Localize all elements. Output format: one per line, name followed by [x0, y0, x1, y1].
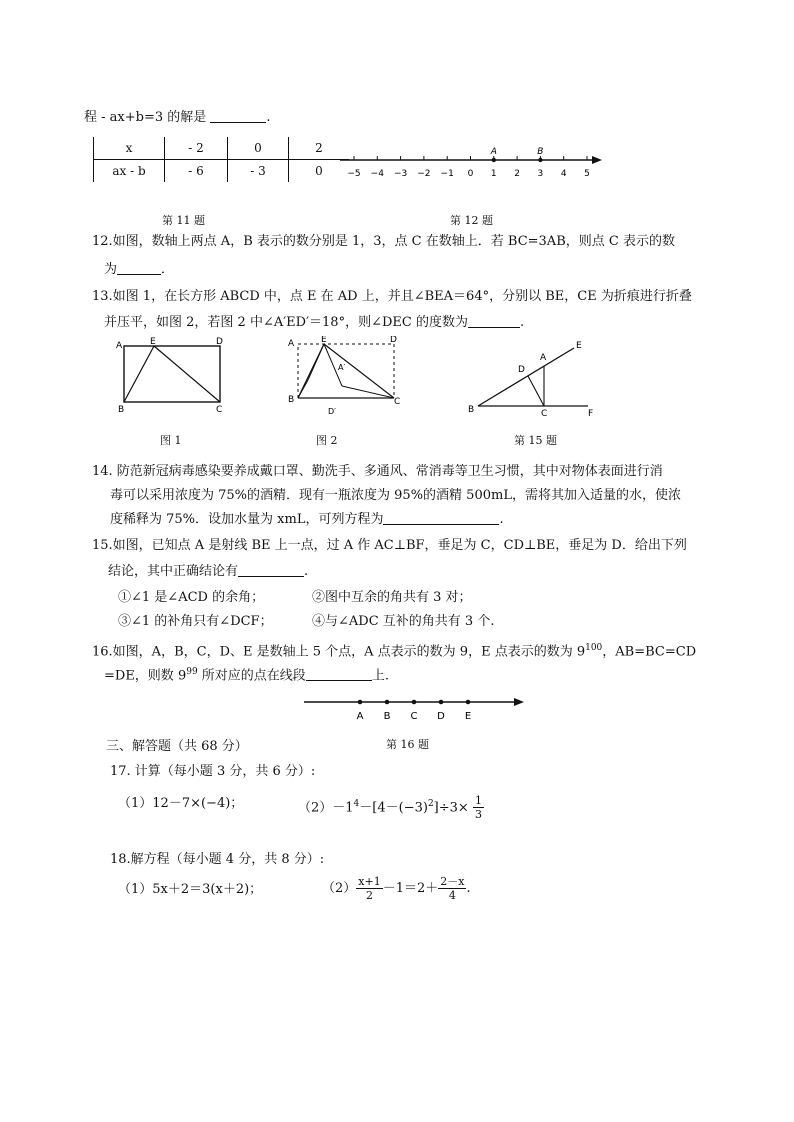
- fig2-folded-rectangle-diagram: [284, 336, 404, 420]
- fig15-caption: 第 15 题: [514, 434, 557, 447]
- q14-suffix: .: [499, 512, 504, 527]
- number-line-tick-label: 1: [490, 169, 497, 179]
- q14-answer-blank: [383, 510, 499, 525]
- q15-prefix: 结论，其中正确结论有: [108, 564, 239, 579]
- number-line-point: [538, 158, 542, 162]
- q15-option-4: ④与∠ADC 互补的角共有 3 个.: [312, 614, 495, 629]
- number-line-point: [358, 700, 363, 705]
- q11-answer-blank: [210, 108, 266, 123]
- q15-line1: 15.如图，已知点 A 是射线 BE 上一点，过 A 作 AC⊥BF，垂足为 C，CD⊥BE，垂足为 D．给出下列: [92, 538, 687, 553]
- q14-line3: [110, 510, 504, 530]
- q17-fraction: [473, 794, 484, 821]
- number-line-point-label: B: [383, 711, 391, 722]
- fig1-rectangle-diagram: [112, 336, 232, 416]
- table-cell: x: [94, 137, 165, 160]
- table-cell: - 3: [228, 160, 289, 183]
- q16-line1-tail: ，AB=BC=CD: [602, 644, 697, 660]
- table-cell: 2: [289, 137, 350, 160]
- fig1-caption: 图 1: [160, 434, 182, 447]
- table-cell: 0: [315, 164, 323, 178]
- table-cell: ax - b: [94, 160, 165, 183]
- fig15-label-e: E: [576, 341, 582, 351]
- number-line-point-label: A: [490, 147, 497, 157]
- table-row: [94, 160, 349, 183]
- number-line-tick-label: −2: [417, 169, 431, 179]
- fig15-label-f: F: [588, 409, 594, 419]
- number-line-point: [439, 700, 444, 705]
- fig2-label-e: E: [321, 336, 327, 345]
- q17-part2: [298, 790, 484, 822]
- fig2-caption: 图 2: [316, 434, 338, 447]
- q16-exponent-99: 99: [186, 667, 198, 677]
- q15-option-2: ②图中互余的角共有 3 对；: [312, 590, 472, 605]
- q12-suffix: ．: [161, 262, 175, 277]
- table-cell: - 6: [165, 160, 228, 183]
- fig1-label-e: E: [150, 337, 156, 347]
- number-line-tick-label: 0: [467, 169, 474, 179]
- number-line-tick-label: 5: [584, 169, 590, 179]
- q16-line1-text: 16.如图，A，B，C，D、E 是数轴上 5 个点，A 点表示的数为 9，E 点表示的数为 9: [92, 644, 586, 660]
- q12-prefix: 为: [104, 262, 118, 277]
- q18-fraction-1-den: 2: [365, 889, 373, 902]
- q15-answer-blank: [238, 562, 304, 577]
- q14-prefix: 度稀释为 75%．设加水量为 xmL，可列方程为: [110, 512, 384, 527]
- q17-fraction-den: 3: [474, 808, 482, 822]
- q15-option-3: ③∠1 的补角只有∠DCF；: [118, 614, 273, 629]
- number-line-point-label: C: [410, 711, 418, 722]
- fig2-label-d: D: [390, 336, 397, 345]
- number-line-tick-label: 4: [560, 169, 567, 179]
- q18-fraction-1-num: x+1: [358, 875, 381, 888]
- q18-part2-a: （2）: [322, 881, 357, 896]
- number-line-point: [466, 700, 471, 705]
- q17-exponent-2: 2: [427, 799, 434, 809]
- number-line-point: [385, 700, 390, 705]
- q12-line1: 12.如图，数轴上两点 A，B 表示的数分别是 1，3，点 C 在数轴上．若 BC=3AB，则点 C 表示的数: [92, 234, 675, 249]
- table-row: [94, 137, 349, 160]
- fig2-label-a: A: [288, 339, 295, 349]
- fig1-label-b: B: [118, 405, 125, 415]
- q17-part1: （1）12－7×(−4)；: [118, 796, 244, 811]
- q16-caption: 第 16 题: [386, 738, 429, 751]
- fig1-label-a: A: [116, 341, 123, 351]
- q11-table: [94, 137, 349, 182]
- number-line-tick-label: 3: [537, 169, 544, 179]
- fig2-label-a-prime: A′: [338, 363, 346, 372]
- q18-fraction-2-num: 2－x: [440, 875, 465, 888]
- q16-line2-mid: 所对应的点在线段: [197, 668, 306, 684]
- q16-answer-blank: [306, 666, 372, 681]
- table-cell: 0: [228, 137, 289, 160]
- q13-line1: 13.如图 1，在长方形 ABCD 中，点 E 在 AD 上，并且∠BEA＝64°，分别以 BE，CE 为折痕进行折叠: [92, 289, 692, 304]
- q11-period: .: [266, 110, 271, 125]
- q12-answer-blank: [117, 260, 161, 275]
- number-line-point-label: A: [356, 711, 364, 722]
- fig15-label-a: A: [540, 353, 547, 363]
- number-line-tick-label: −3: [393, 169, 408, 179]
- fig15-label-d: D: [518, 365, 525, 375]
- number-line-point-label: D: [437, 711, 445, 722]
- q18-fraction-1: [356, 875, 382, 902]
- q12-line2: [104, 260, 174, 280]
- q16-line1: [92, 638, 696, 662]
- q16-line2: [104, 662, 389, 686]
- q16-line2-text: =DE，则数 9: [104, 668, 187, 684]
- q11-caption: 第 11 题: [162, 214, 205, 227]
- fig15-ray-diagram: [464, 336, 604, 420]
- fig1-label-c: C: [216, 405, 223, 415]
- fig2-label-b: B: [288, 395, 295, 405]
- number-line-point: [492, 158, 496, 162]
- q18-part2-b: －1＝2＋: [382, 881, 439, 896]
- fig1-label-d: D: [216, 337, 223, 347]
- q17-title: 17. 计算（每小题 3 分，共 6 分）:: [110, 764, 316, 779]
- q11-tail-text: 程 - ax+b=3 的解是: [84, 110, 207, 125]
- q12-caption: 第 12 题: [450, 214, 493, 227]
- q12-number-line: [336, 140, 608, 190]
- fig15-label-c: C: [541, 409, 548, 419]
- number-line-tick-label: 2: [514, 169, 520, 179]
- q14-line1: 14. 防范新冠病毒感染要养成戴口罩、勤洗手、多通风、常消毒等卫生习惯，其中对物体表面进行消: [92, 464, 663, 479]
- q18-part2: [322, 874, 471, 904]
- fig15-label-b: B: [468, 405, 475, 415]
- q18-title: 18.解方程（每小题 4 分，共 8 分）:: [110, 852, 325, 867]
- q13-answer-blank: [468, 313, 520, 328]
- fig2-label-d-prime: D′: [328, 407, 336, 416]
- number-line-tick-label: −1: [440, 169, 454, 179]
- number-line-point: [412, 700, 417, 705]
- number-line-point-label: B: [537, 147, 544, 157]
- q13-prefix: 并压平，如图 2，若图 2 中∠A′ED′＝18°，则∠DEC 的度数为: [104, 315, 468, 330]
- q13-line2: [104, 313, 524, 333]
- q15-suffix: .: [304, 564, 309, 579]
- fig2-label-c: C: [394, 397, 401, 407]
- q14-line2: 毒可以采用浓度为 75%的酒精．现有一瓶浓度为 95%的酒精 500mL，需将其加入适量的水，使浓: [110, 488, 681, 503]
- number-line-tick-label: −5: [347, 169, 361, 179]
- q17-part2-b: －[4－(−3): [359, 800, 428, 816]
- q13-suffix: .: [519, 315, 525, 330]
- section3-title: 三、解答题（共 68 分）: [106, 739, 248, 754]
- q15-line2: [108, 562, 308, 582]
- q18-fraction-2: [438, 875, 466, 902]
- q16-suffix: 上.: [371, 668, 389, 684]
- q15-option-1: ①∠1 是∠ACD 的余角；: [118, 590, 265, 605]
- q18-fraction-2-den: 4: [448, 889, 456, 902]
- number-line-tick-label: −4: [370, 169, 384, 179]
- q17-fraction-num: 1: [474, 794, 482, 808]
- q11-tail-line: [84, 108, 271, 128]
- table-cell: - 2: [165, 137, 228, 160]
- q11-table-wrap: [93, 137, 349, 182]
- q17-exponent-4: 4: [353, 799, 360, 809]
- q16-number-line: [302, 692, 530, 726]
- number-line-point-label: E: [464, 711, 472, 722]
- q18-part2-c: .: [466, 881, 471, 896]
- q18-part1: （1）5x＋2＝3(x＋2)；: [118, 882, 263, 897]
- q17-part2-c: ]÷3×: [433, 800, 469, 816]
- q17-part2-a: （2）－1: [298, 800, 354, 816]
- q16-exponent-100: 100: [585, 643, 603, 653]
